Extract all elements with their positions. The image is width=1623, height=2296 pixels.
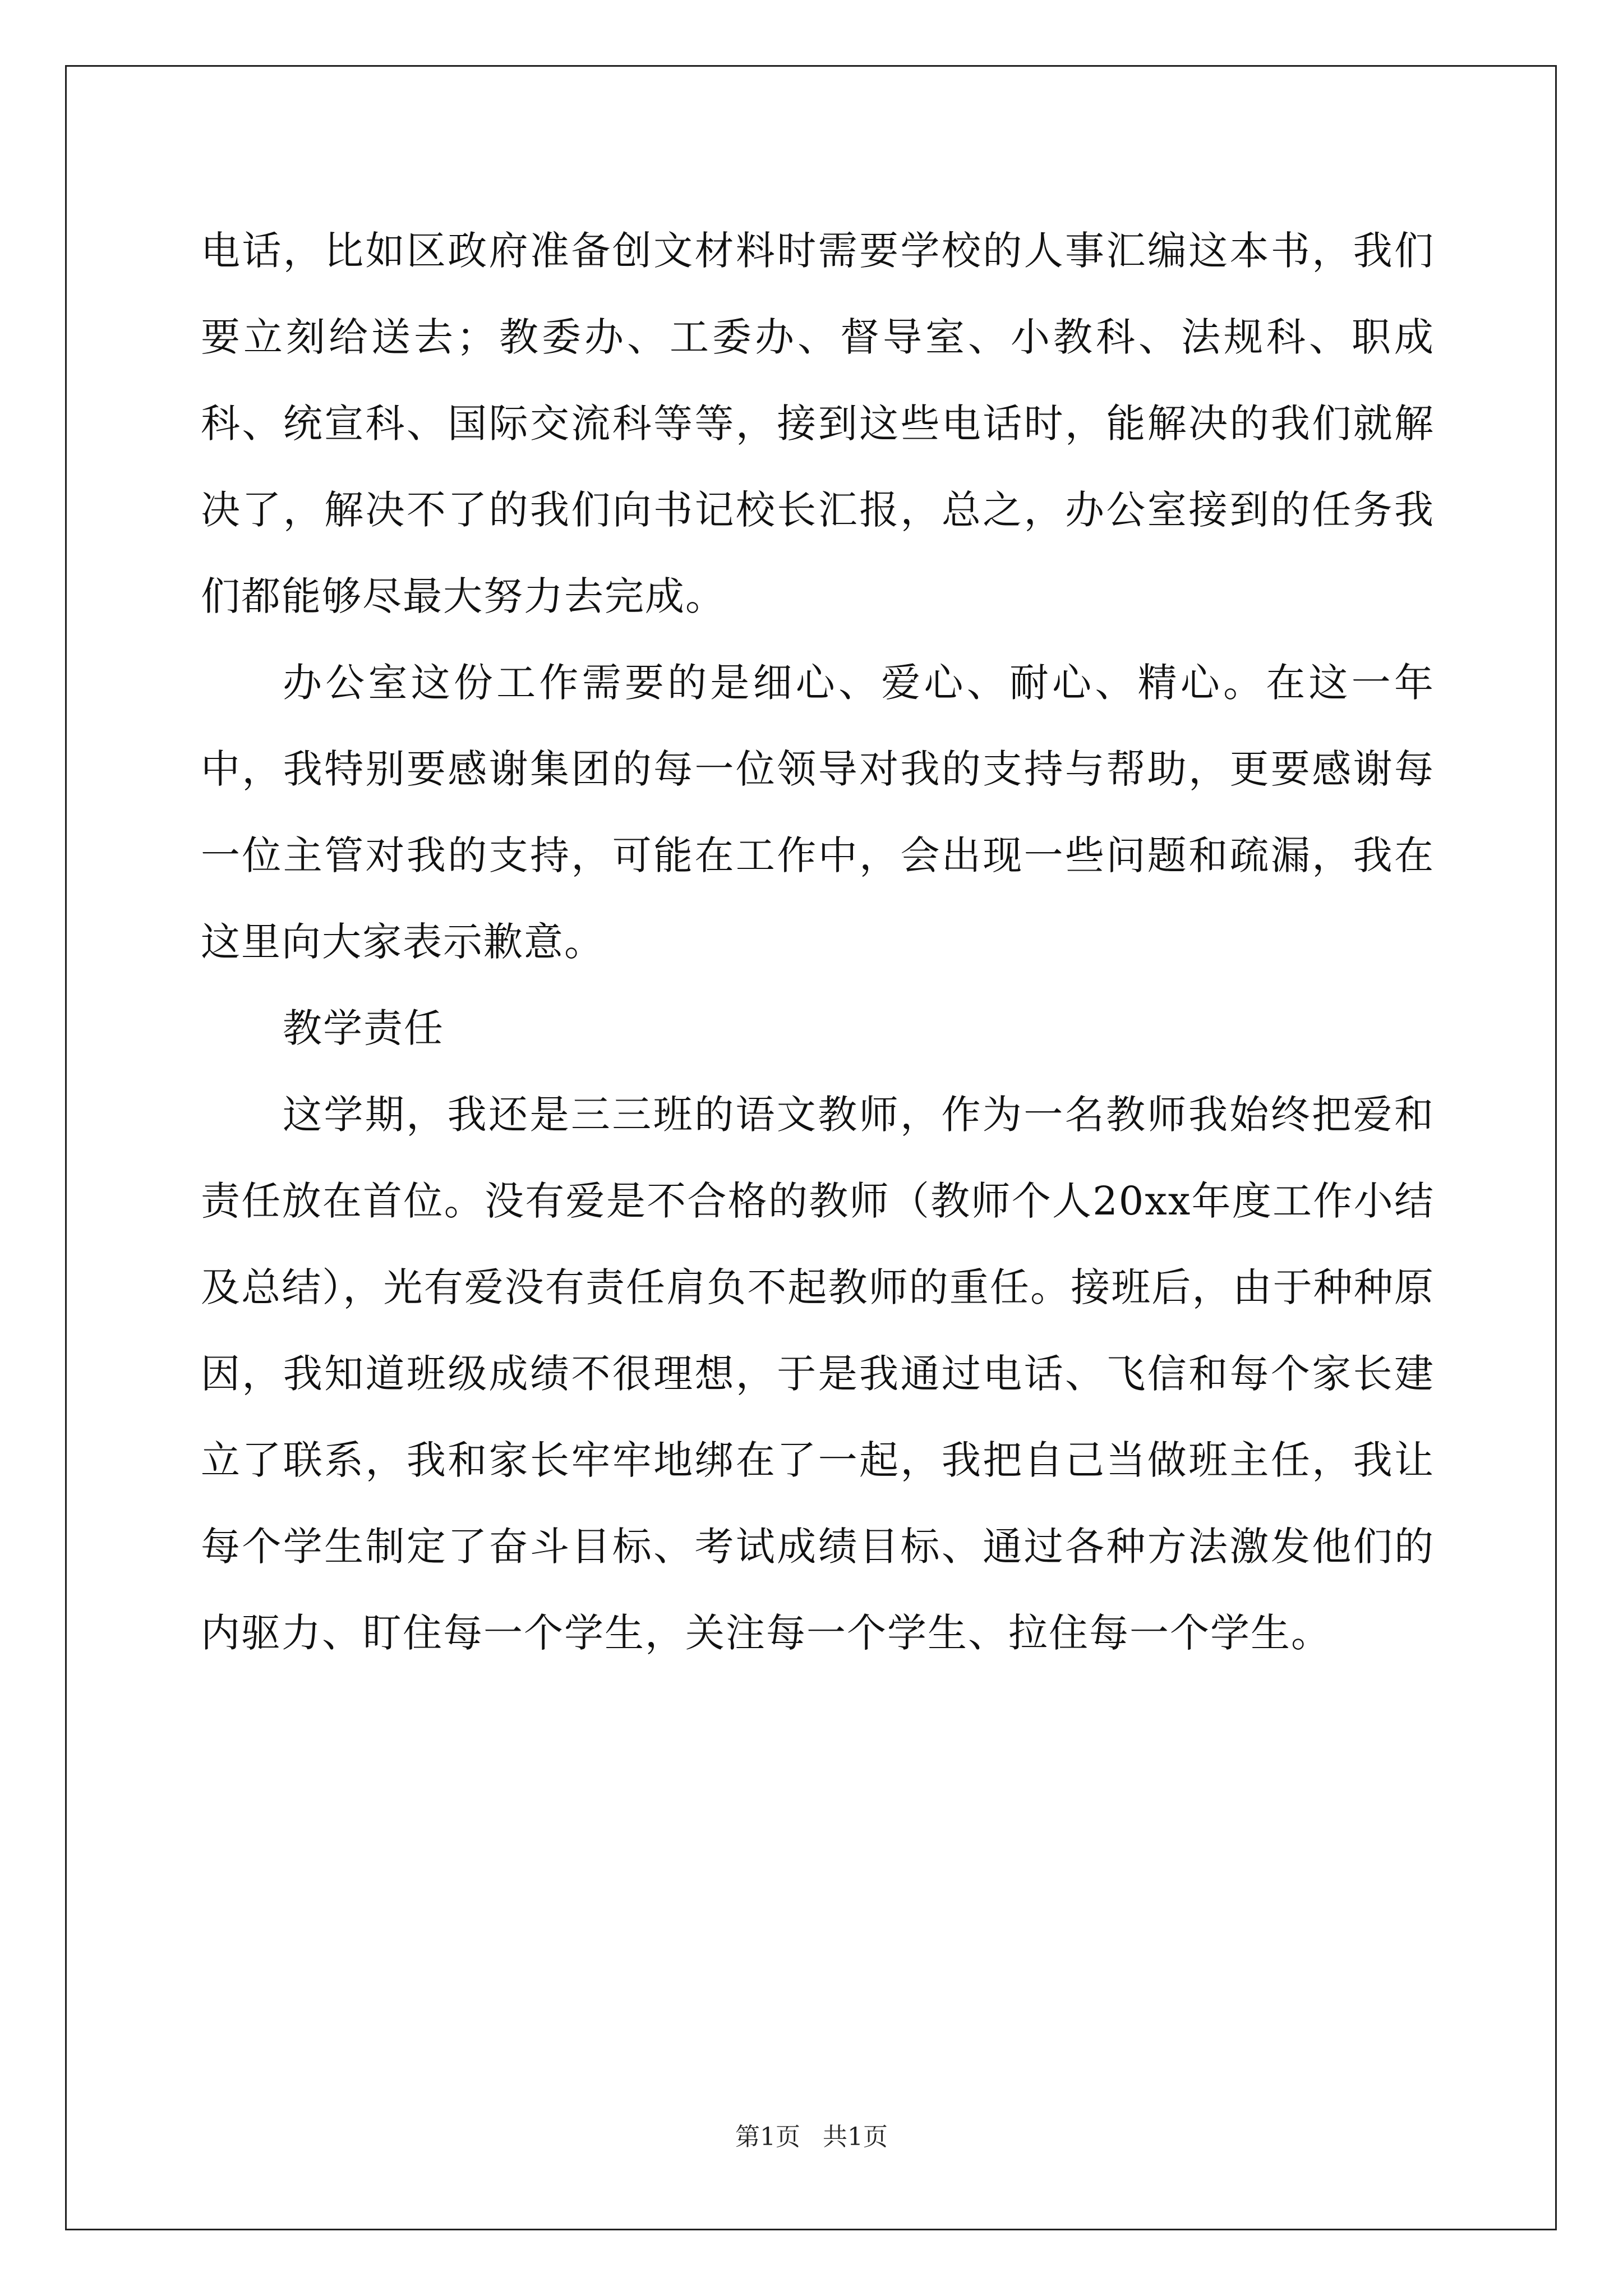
paragraph-1: 电话，比如区政府准备创文材料时需要学校的人事汇编这本书，我们要立刻给送去；教委办、工委办、督导室、小教科、法规科、职成科、统宣科、国际交流科等等，接到这些电话时，能解决的我们就解决了，解决不了的我们向书记校长汇报，总之，办公室接到的任务我们都能够尽最大努力去完成。	[201, 228, 1435, 619]
page-number-total: 共1页	[823, 2123, 888, 2151]
page-footer	[0, 2120, 1623, 2154]
section-heading-teaching-responsibility: 教学责任	[283, 1005, 444, 1051]
paragraph-4: 这学期，我还是三三班的语文教师，作为一名教师我始终把爱和责任放在首位。没有爱是不合格的教师（教师个人20xx年度工作小结及总结），光有爱没有责任肩负不起教师的重任。接班后，由于种种原因，我知道班级成绩不很理想，于是我通过电话、飞信和每个家长建立了联系，我和家长牢牢地绑在了一起，我把自己当做班主任，我让每个学生制定了奋斗目标、考试成绩目标、通过各种方法激发他们的内驱力、盯住每一个学生，关注每一个学生、拉住每一个学生。	[201, 1092, 1435, 1656]
paragraph-2: 办公室这份工作需要的是细心、爱心、耐心、精心。在这一年中，我特别要感谢集团的每一位领导对我的支持与帮助，更要感谢每一位主管对我的支持，可能在工作中，会出现一些问题和疏漏，我在这里向大家表示歉意。	[201, 660, 1435, 965]
document-body	[201, 208, 1435, 1676]
page-number-current: 第1页	[735, 2123, 800, 2151]
